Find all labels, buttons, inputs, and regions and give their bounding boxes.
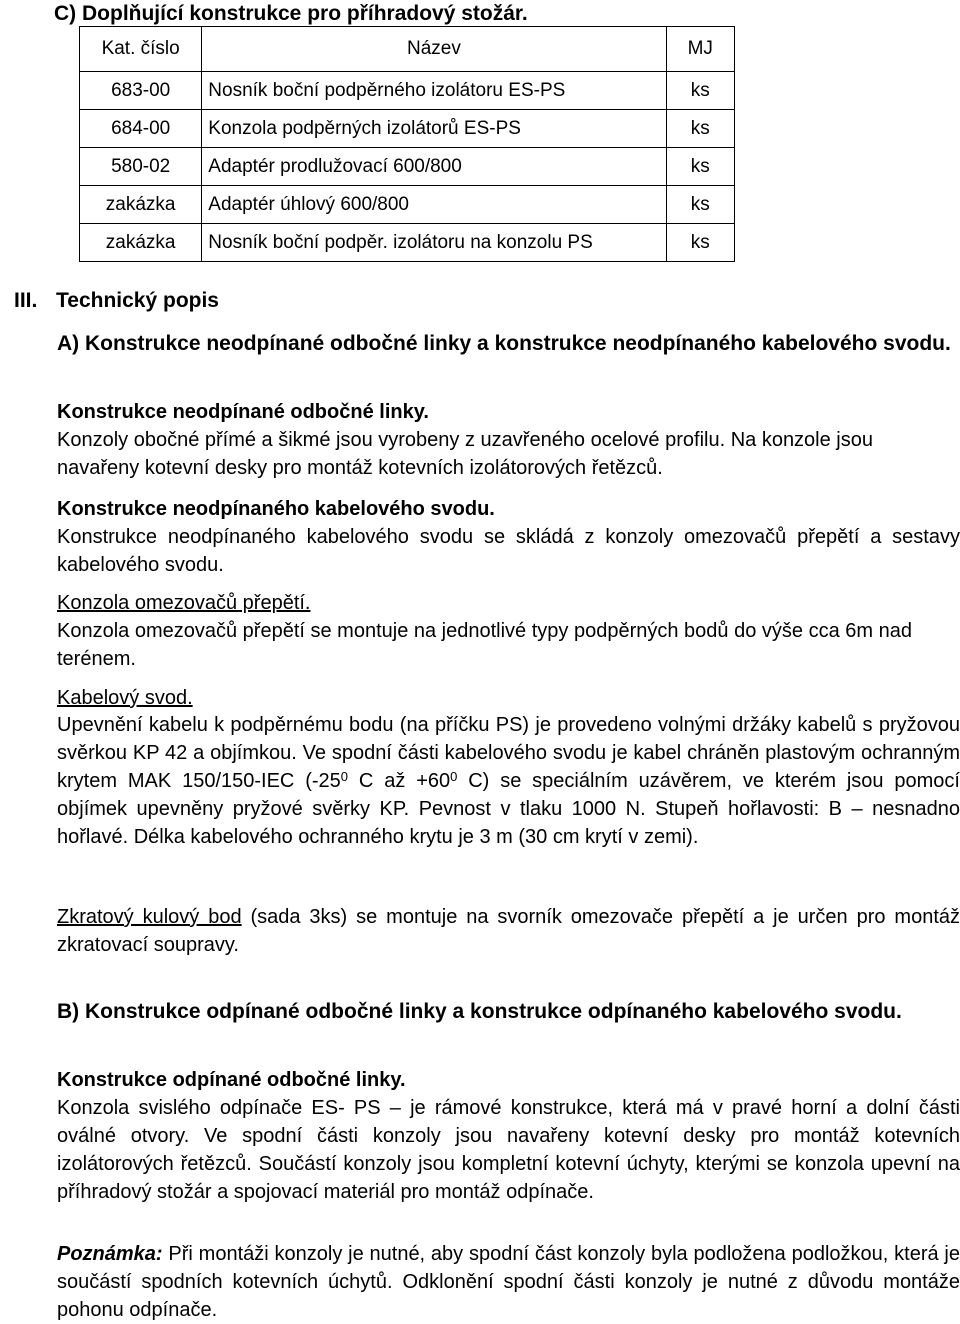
- cell-name: Nosník boční podpěrného izolátoru ES-PS: [202, 72, 666, 110]
- part-b-sub1-title: Konstrukce odpínané odbočné linky.: [57, 1069, 406, 1091]
- cell-name: Konzola podpěrných izolátorů ES-PS: [202, 110, 666, 148]
- section-title: Technický popis: [56, 289, 219, 312]
- cell-name: Adaptér úhlový 600/800: [202, 186, 666, 224]
- part-a-sub4-text: [57, 711, 960, 851]
- sub4-text-part2: C až +60: [348, 770, 451, 792]
- cell-unit: ks: [666, 148, 734, 186]
- part-a-sub2-title: Konstrukce neodpínaného kabelového svodu.: [57, 498, 495, 520]
- note-text: Při montáži konzoly je nutné, aby spodní část konzoly byla podložena podložkou, která je součástí spodních kotevních úchytů. Odklonění spodní části konzoly je nutné z důvodu montáže pohonu odpínače.: [57, 1243, 960, 1321]
- table-row: [80, 72, 735, 110]
- header-cat-number: Kat. číslo: [80, 27, 202, 72]
- header-unit: MJ: [666, 27, 734, 72]
- part-a-sub1-title: Konstrukce neodpínané odbočné linky.: [57, 401, 429, 423]
- table-header-row: [80, 27, 735, 72]
- part-b-heading: B) Konstrukce odpínané odbočné linky a konstrukce odpínaného kabelového svodu.: [57, 1000, 902, 1023]
- part-a-heading: A) Konstrukce neodpínané odbočné linky a konstrukce neodpínaného kabelového svodu.: [57, 332, 951, 355]
- part-b-sub1-text: Konzola svislého odpínače ES- PS – je rámové konstrukce, která má v pravé horní a dolní části oválné otvory. Ve spodní části konzoly jsou navařeny kotevní desky pro montáž kotevních izolátorových řetězců. Součástí konzoly jsou kompletní kotevní úchyty, kterými se konzola upevní na příhradový stožár a spojovací materiál pro montáž odpínače.: [57, 1097, 960, 1203]
- table-row: [80, 148, 735, 186]
- sub4-text-part1: Upevnění kabelu k podpěrnému bodu (na příčku PS) je provedeno volnými držáky kabelů s pryžovou svěrkou KP 42 a objímkou. Ve spodní části kabelového svodu je kabel chráněn plastovým ochranným krytem MAK 150/150-IEC (-25: [57, 714, 960, 792]
- part-a-sub5-title: Zkratový kulový bod: [57, 906, 242, 928]
- part-a-sub1-text: Konzoly obočné přímé a šikmé jsou vyrobeny z uzavřeného ocelové profilu. Na konzole jsou navařeny kotevní desky pro montáž kotevních izolátorových řetězců.: [57, 429, 873, 479]
- section-c-heading: C) Doplňující konstrukce pro příhradový stožár.: [54, 2, 528, 25]
- parts-table: [79, 26, 735, 262]
- cell-unit: ks: [666, 186, 734, 224]
- part-a-sub3-title: Konzola omezovačů přepětí.: [57, 592, 311, 614]
- degree-sup-2: 0: [450, 769, 458, 784]
- cell-cat-number: zakázka: [80, 224, 202, 262]
- cell-name: Nosník boční podpěr. izolátoru na konzolu PS: [202, 224, 666, 262]
- table-row: [80, 110, 735, 148]
- sub4-text-part3: C) se speciálním uzávěrem, ve kterém jsou pomocí objímek upevněny pryžové svěrky KP. Pevnost v tlaku 1000 N. Stupeň hořlavosti: B – nesnadno hořlavé. Délka kabelového ochranného krytu je 3 m (30 cm krytí v zemi).: [57, 770, 960, 848]
- cell-cat-number: 683-00: [80, 72, 202, 110]
- part-a-sub4-title: Kabelový svod.: [57, 687, 193, 709]
- cell-cat-number: 684-00: [80, 110, 202, 148]
- part-a-sub5-text: [57, 903, 960, 959]
- part-a-sub2-text: Konstrukce neodpínaného kabelového svodu se skládá z konzoly omezovačů přepětí a sestavy kabelového svodu.: [57, 526, 960, 576]
- cell-name: Adaptér prodlužovací 600/800: [202, 148, 666, 186]
- table-row: [80, 186, 735, 224]
- table-row: [80, 224, 735, 262]
- section-number: III.: [14, 289, 38, 312]
- degree-sup-1: 0: [340, 769, 349, 784]
- cell-cat-number: zakázka: [80, 186, 202, 224]
- cell-unit: ks: [666, 72, 734, 110]
- cell-cat-number: 580-02: [80, 148, 202, 186]
- part-a-sub3-text: Konzola omezovačů přepětí se montuje na jednotlivé typy podpěrných bodů do výše cca 6m nad terénem.: [57, 620, 912, 670]
- note-label: Poznámka:: [57, 1243, 163, 1265]
- cell-unit: ks: [666, 110, 734, 148]
- part-b-note: [57, 1240, 960, 1324]
- cell-unit: ks: [666, 224, 734, 262]
- sub5-text: (sada 3ks) se montuje na svorník omezovače přepětí a je určen pro montáž zkratovací soupravy.: [57, 906, 960, 956]
- header-name: Název: [202, 27, 666, 72]
